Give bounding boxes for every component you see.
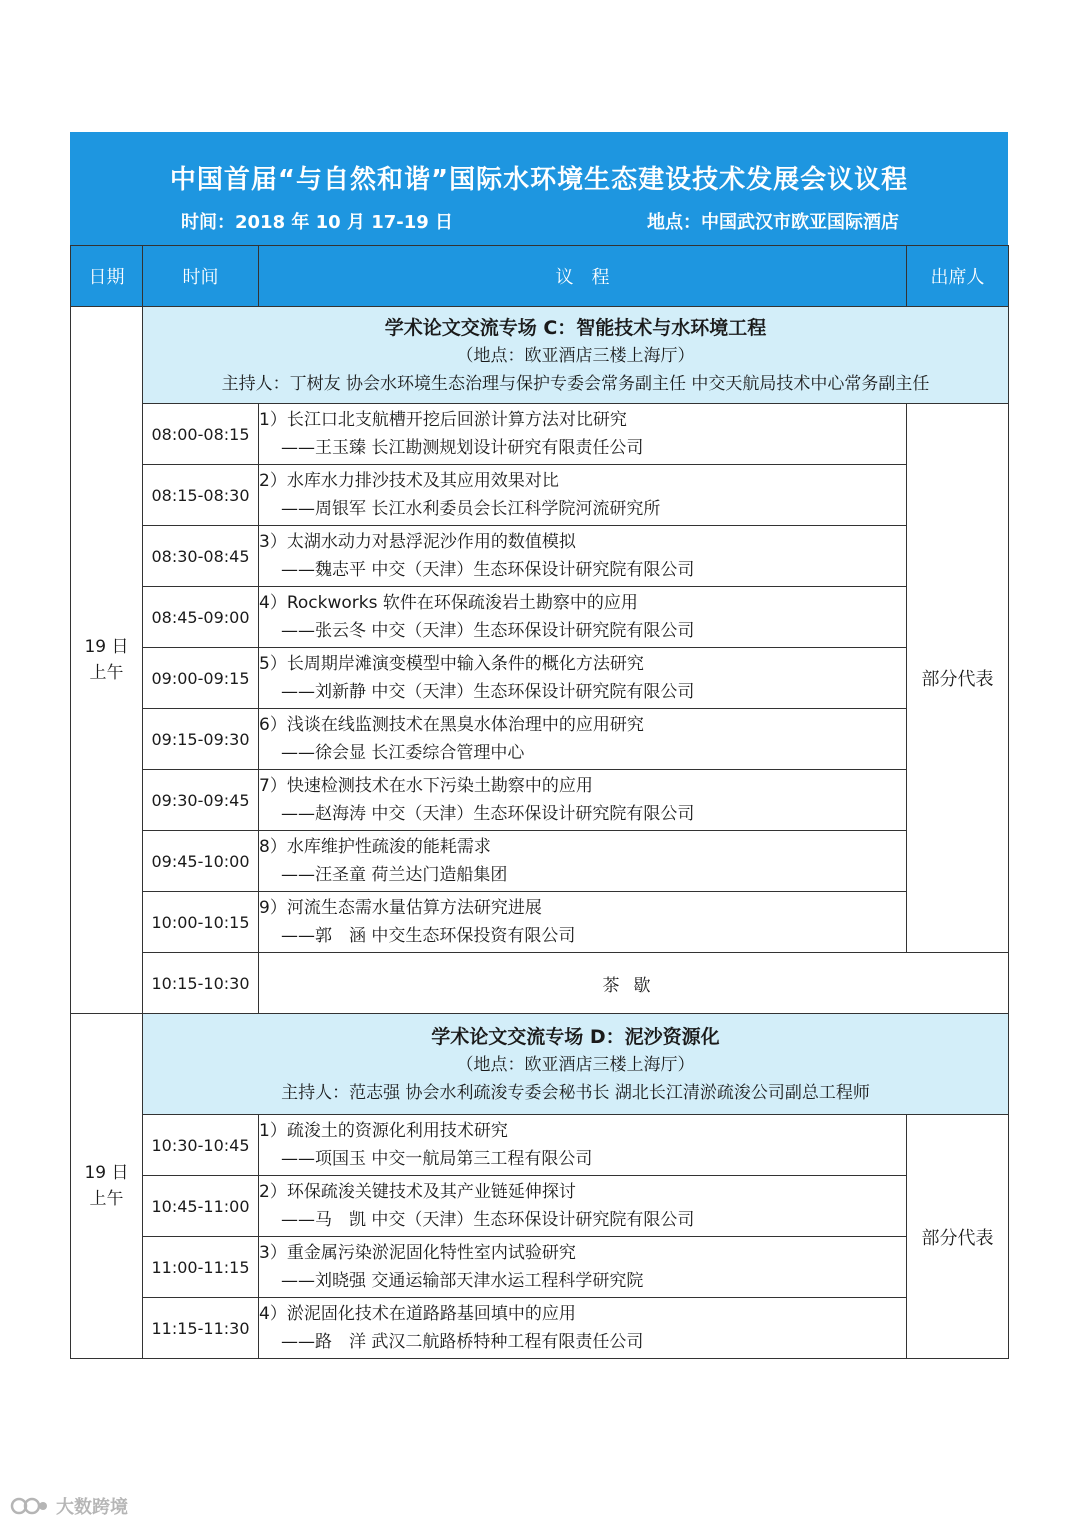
item-title: 6）浅谈在线监测技术在黑臭水体治理中的应用研究 xyxy=(259,715,644,735)
watermark xyxy=(10,1493,128,1519)
table-row xyxy=(71,1298,1009,1359)
item-entry xyxy=(259,709,907,770)
session-c-header xyxy=(71,307,1009,404)
table-row xyxy=(71,770,1009,831)
table-row xyxy=(71,465,1009,526)
date-period: 上午 xyxy=(89,663,124,683)
item-time: 11:15-11:30 xyxy=(143,1298,259,1359)
break-row xyxy=(71,953,1009,1014)
date-day: 19 日 xyxy=(84,1163,129,1183)
item-author: ——周银军 长江水利委员会长江科学院河流研究所 xyxy=(281,499,661,519)
session-c-info xyxy=(143,307,1009,404)
event-location: 地点：中国武汉市欧亚国际酒店 xyxy=(647,212,899,233)
item-entry xyxy=(259,1298,907,1359)
item-title: 3）重金属污染淤泥固化特性室内试验研究 xyxy=(259,1243,576,1263)
item-author: ——徐会显 长江委综合管理中心 xyxy=(281,743,525,763)
col-attendee: 出席人 xyxy=(907,246,1009,307)
session-d-title: 学术论文交流专场 D：泥沙资源化 xyxy=(431,1026,720,1048)
item-time: 09:00-09:15 xyxy=(143,648,259,709)
item-title: 8）水库维护性疏浚的能耗需求 xyxy=(259,837,491,857)
item-entry xyxy=(259,587,907,648)
item-entry xyxy=(259,1176,907,1237)
item-entry xyxy=(259,1115,907,1176)
item-title: 3）太湖水动力对悬浮泥沙作用的数值模拟 xyxy=(259,532,576,552)
item-time: 09:45-10:00 xyxy=(143,831,259,892)
table-row xyxy=(71,648,1009,709)
item-title: 4）Rockworks 软件在环保疏浚岩土勘察中的应用 xyxy=(259,593,638,613)
item-author: ——刘新静 中交（天津）生态环保设计研究院有限公司 xyxy=(281,682,695,702)
session-c-host: 主持人：丁树友 协会水环境生态治理与保护专委会常务副主任 中交天航局技术中心常务副主任 xyxy=(221,374,930,394)
header-meta xyxy=(71,196,1007,234)
item-entry xyxy=(259,831,907,892)
item-entry xyxy=(259,1237,907,1298)
watermark-logo-icon xyxy=(10,1496,50,1516)
item-author: ——王玉臻 长江勘测规划设计研究有限责任公司 xyxy=(281,438,644,458)
table-row xyxy=(71,831,1009,892)
item-time: 10:30-10:45 xyxy=(143,1115,259,1176)
item-title: 5）长周期岸滩演变模型中输入条件的概化方法研究 xyxy=(259,654,644,674)
table-row xyxy=(71,587,1009,648)
header-banner xyxy=(70,132,1008,245)
session-c-location: （地点：欧亚酒店三楼上海厅） xyxy=(456,346,695,366)
table-row xyxy=(71,1115,1009,1176)
break-time: 10:15-10:30 xyxy=(143,953,259,1014)
item-time: 08:45-09:00 xyxy=(143,587,259,648)
table-row xyxy=(71,526,1009,587)
session-c-date xyxy=(71,307,143,1014)
session-d-attendee: 部分代表 xyxy=(907,1115,1009,1359)
table-row xyxy=(71,892,1009,953)
session-d-location: （地点：欧亚酒店三楼上海厅） xyxy=(456,1055,695,1075)
item-entry xyxy=(259,648,907,709)
date-period: 上午 xyxy=(89,1189,124,1209)
item-author: ——魏志平 中交（天津）生态环保设计研究院有限公司 xyxy=(281,560,695,580)
item-time: 09:15-09:30 xyxy=(143,709,259,770)
col-date: 日期 xyxy=(71,246,143,307)
item-time: 11:00-11:15 xyxy=(143,1237,259,1298)
item-time: 08:15-08:30 xyxy=(143,465,259,526)
table-row xyxy=(71,404,1009,465)
col-time: 时间 xyxy=(143,246,259,307)
item-title: 2）水库水力排沙技术及其应用效果对比 xyxy=(259,471,559,491)
item-time: 10:45-11:00 xyxy=(143,1176,259,1237)
item-time: 09:30-09:45 xyxy=(143,770,259,831)
item-entry xyxy=(259,770,907,831)
item-entry xyxy=(259,892,907,953)
session-c-title: 学术论文交流专场 C：智能技术与水环境工程 xyxy=(384,317,767,339)
item-author: ——汪圣童 荷兰达门造船集团 xyxy=(281,865,508,885)
page-title: 中国首届“与自然和谐”国际水环境生态建设技术发展会议议程 xyxy=(169,165,909,195)
item-author: ——赵海涛 中交（天津）生态环保设计研究院有限公司 xyxy=(281,804,695,824)
event-time: 时间：2018 年 10 月 17-19 日 xyxy=(181,212,454,233)
item-author: ——路 洋 武汉二航路桥特种工程有限责任公司 xyxy=(281,1332,644,1352)
item-title: 1）疏浚土的资源化利用技术研究 xyxy=(259,1121,508,1141)
table-row xyxy=(71,709,1009,770)
agenda-sheet xyxy=(70,132,1008,1359)
session-d-host: 主持人：范志强 协会水利疏浚专委会秘书长 湖北长江清淤疏浚公司副总工程师 xyxy=(281,1083,870,1103)
session-d-header xyxy=(71,1014,1009,1115)
item-entry xyxy=(259,404,907,465)
break-label: 茶歇 xyxy=(259,953,1009,1014)
item-author: ——张云冬 中交（天津）生态环保设计研究院有限公司 xyxy=(281,621,695,641)
item-author: ——马 凯 中交（天津）生态环保设计研究院有限公司 xyxy=(281,1210,695,1230)
item-time: 08:00-08:15 xyxy=(143,404,259,465)
item-title: 7）快速检测技术在水下污染土勘察中的应用 xyxy=(259,776,593,796)
column-header-row xyxy=(71,246,1009,307)
session-d-date xyxy=(71,1014,143,1359)
item-entry xyxy=(259,465,907,526)
item-title: 1）长江口北支航槽开挖后回淤计算方法对比研究 xyxy=(259,410,627,430)
item-time: 10:00-10:15 xyxy=(143,892,259,953)
item-time: 08:30-08:45 xyxy=(143,526,259,587)
agenda-table xyxy=(70,245,1009,1359)
session-d-info xyxy=(143,1014,1009,1115)
item-author: ——项国玉 中交一航局第三工程有限公司 xyxy=(281,1149,593,1169)
item-title: 2）环保疏浚关键技术及其产业链延伸探讨 xyxy=(259,1182,576,1202)
date-day: 19 日 xyxy=(84,637,129,657)
watermark-text: 大数跨境 xyxy=(56,1497,128,1518)
table-row xyxy=(71,1176,1009,1237)
item-title: 4）淤泥固化技术在道路路基回填中的应用 xyxy=(259,1304,576,1324)
item-author: ——刘晓强 交通运输部天津水运工程科学研究院 xyxy=(281,1271,644,1291)
item-entry xyxy=(259,526,907,587)
item-author: ——郭 涵 中交生态环保投资有限公司 xyxy=(281,926,576,946)
table-row xyxy=(71,1237,1009,1298)
col-agenda: 议 程 xyxy=(259,246,907,307)
item-title: 9）河流生态需水量估算方法研究进展 xyxy=(259,898,542,918)
session-c-attendee: 部分代表 xyxy=(907,404,1009,953)
